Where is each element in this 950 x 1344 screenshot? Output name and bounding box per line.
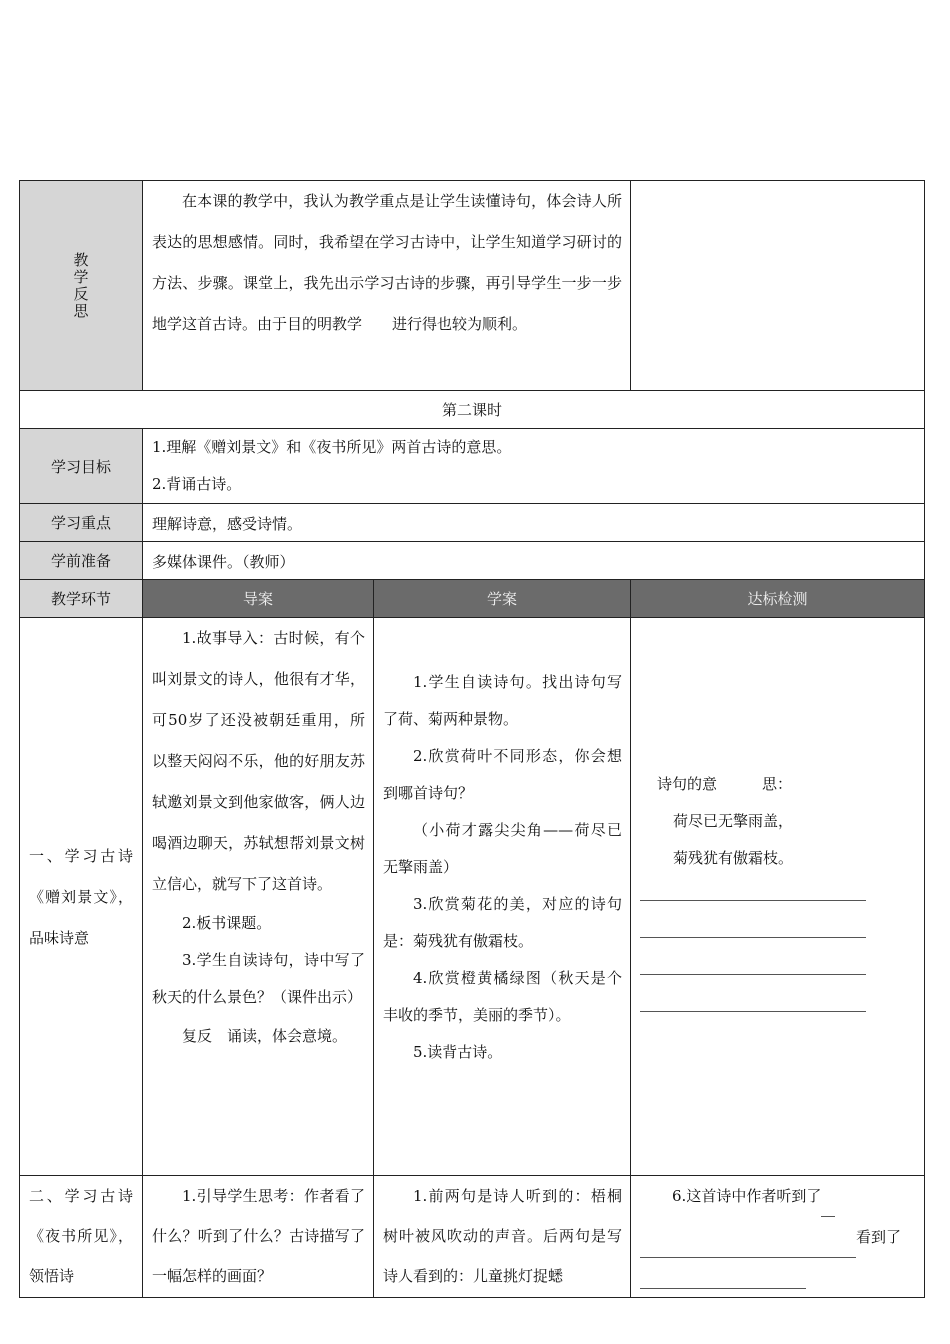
- reflection-text: 在本课的教学中，我认为教学重点是让学生读懂诗句，体会诗人所表达的思想感情。同时，我希望在学习古诗中，让学生知道学习研讨的方法、步骤。课堂上，我先出示学习古诗的步骤，再引导学生一步一步地学这首古诗。由于目的明教学 进行得也较为顺利。: [152, 192, 623, 333]
- section1-check-line: 菊残犹有傲霜枝。: [673, 849, 794, 867]
- answer-blanks: [631, 899, 924, 1012]
- column-guide: 导案: [143, 580, 374, 618]
- focus-row: [20, 504, 925, 542]
- focus-text: 理解诗意，感受诗情。: [143, 504, 925, 542]
- section2-guide-cell: [143, 1176, 374, 1298]
- section2-guide: 1.引导学生思考：作者看了什么？听到了什么？古诗描写了一幅怎样的画面？: [152, 1187, 365, 1285]
- answer-blank-line[interactable]: [821, 1176, 835, 1217]
- section1-row: [20, 618, 925, 1176]
- section1-guide-item: 1.故事导入：古时候，有个叫刘景文的诗人，他很有才华，可50岁了还没被朝廷重用，所以整天闷闷不乐，他的好朋友苏轼邀刘景文到他家做客，俩人边喝酒边聊天，苏轼想帮刘景文树立信心，就写下了这首诗。: [152, 629, 365, 893]
- prep-text: 多媒体课件。（教师）: [143, 542, 925, 580]
- lesson-plan-table: [19, 180, 925, 1298]
- section1-guide-item: 复反 诵读，体会意境。: [182, 1027, 348, 1045]
- reflection-label-char: 思: [73, 301, 89, 320]
- prep-label: 学前准备: [20, 542, 143, 580]
- lesson2-title: 第二课时: [20, 391, 925, 429]
- section1-study-cell: [374, 618, 631, 1176]
- section2-check-cell: [631, 1176, 925, 1298]
- goals-label: 学习目标: [20, 429, 143, 504]
- section2-check-a: 6.这首诗中作者听到了: [672, 1187, 822, 1205]
- section1-study-item: 3.欣赏菊花的美，对应的诗句是：菊残犹有傲霜枝。: [383, 895, 623, 950]
- lesson2-title-row: [20, 391, 925, 429]
- section1-study-item: 2.欣赏荷叶不同形态，你会想到哪首诗句？: [383, 747, 623, 802]
- section1-check-lead: 诗句的意 思：: [657, 775, 793, 793]
- section2-stage-cell: [20, 1176, 143, 1298]
- section1-study-item: （小荷才露尖尖角——荷尽已无擎雨盖）: [383, 821, 623, 876]
- section1-check-line: 荷尽已无擎雨盖，: [673, 812, 794, 830]
- section1-guide-item: 2.板书课题。: [182, 914, 272, 932]
- answer-blank-line[interactable]: [640, 1258, 806, 1289]
- column-check: 达标检测: [631, 580, 925, 618]
- column-stage: 教学环节: [20, 580, 143, 618]
- answer-blank-line[interactable]: [640, 1217, 856, 1258]
- section2-stage: 二、学习古诗《夜书所见》，领悟诗: [29, 1187, 133, 1285]
- section2-check-line1: [640, 1176, 916, 1217]
- section1-stage-cell: [20, 618, 143, 1176]
- reflection-text-cell: [143, 181, 631, 391]
- section2-check-b: 看到了: [856, 1228, 902, 1246]
- section2-row: [20, 1176, 925, 1298]
- goal-item: 2.背诵古诗。: [152, 475, 242, 493]
- section2-check-line3: [640, 1258, 916, 1289]
- answer-blank-line[interactable]: [640, 973, 866, 975]
- answer-blank-line[interactable]: [640, 899, 866, 901]
- section2-study-cell: [374, 1176, 631, 1298]
- reflection-label-char: 教: [73, 250, 89, 269]
- section1-study-item: 4.欣赏橙黄橘绿图（秋天是个丰收的季节，美丽的季节）。: [383, 969, 623, 1024]
- goals-cell: [143, 429, 925, 504]
- reflection-label-char: 学: [73, 267, 89, 286]
- reflection-label: [20, 181, 143, 391]
- section1-stage: 一、学习古诗《赠刘景文》，品味诗意: [29, 847, 133, 947]
- reflection-row: [20, 181, 925, 391]
- column-header-row: [20, 580, 925, 618]
- goals-row: [20, 429, 925, 504]
- goal-item: 1.理解《赠刘景文》和《夜书所见》两首古诗的意思。: [152, 438, 512, 456]
- reflection-empty-cell: [631, 181, 925, 391]
- focus-label: 学习重点: [20, 504, 143, 542]
- section2-study: 1.前两句是诗人听到的：梧桐树叶被风吹动的声音。后两句是写诗人看到的：儿童挑灯捉蟋: [383, 1187, 623, 1285]
- column-study: 学案: [374, 580, 631, 618]
- section2-check-line2: [640, 1217, 916, 1258]
- section1-guide-item: 3.学生自读诗句，诗中写了秋天的什么景色？（课件出示）: [152, 951, 365, 1006]
- reflection-label-char: 反: [73, 284, 89, 303]
- section1-guide-cell: [143, 618, 374, 1176]
- section1-check-cell: [631, 618, 925, 1176]
- section1-study-item: 1.学生自读诗句。找出诗句写了荷、菊两种景物。: [383, 673, 623, 728]
- answer-blank-line[interactable]: [640, 1010, 866, 1012]
- answer-blank-line[interactable]: [640, 936, 866, 938]
- section1-study-item: 5.读背古诗。: [413, 1043, 503, 1061]
- prep-row: [20, 542, 925, 580]
